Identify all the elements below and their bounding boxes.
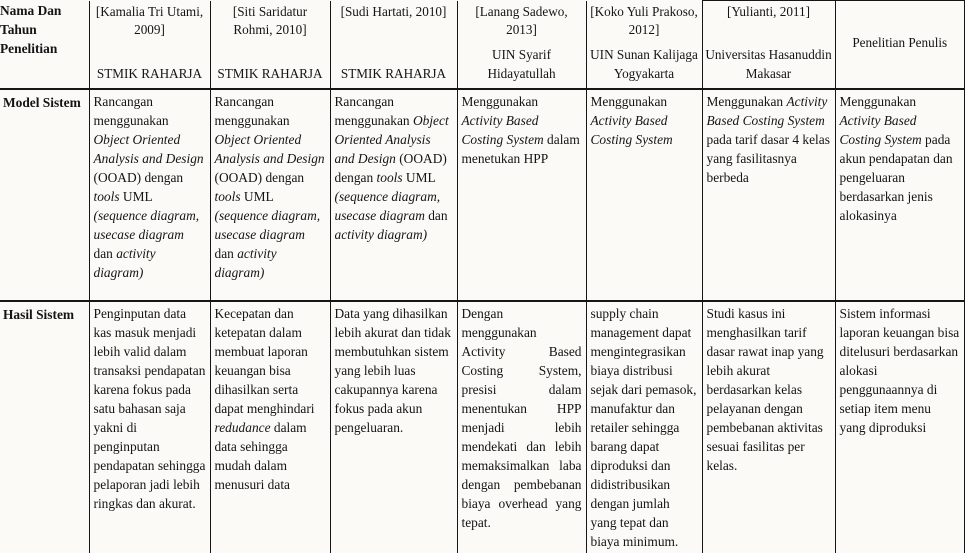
study-citation: [Sudi Hartati, 2010] [340, 3, 447, 19]
study-citation: [Kamalia Tri Utami, 2009] [95, 3, 204, 38]
hasil-cell-lanang: Dengan menggunakan Activity Based Costing System, presisi dalam menentukan HPP menjadi lebih mendekati dan lebih memaksimalkan laba dengan pembebanan biaya overhead yang tepat. [457, 301, 586, 553]
corner-header: Nama Dan Tahun Penelitian [0, 1, 89, 89]
study-citation: [Yulianti, 2011] [726, 4, 811, 19]
header-cell-sudi [330, 1, 457, 89]
header-cell-koko [586, 1, 702, 89]
hasil-cell-yulianti: Studi kasus ini menghasilkan tarif dasar rawat inap yang lebih akurat berdasarkan kelas pelayanan dengan pembebanan aktivitas sesuai fasilitas per kelas. [702, 301, 835, 553]
study-institution: UIN Syarif Hidayatullah [487, 47, 556, 81]
model-cell-lanang: Menggunakan Activity Based Costing System dalam menetukan HPP [457, 89, 586, 301]
model-cell-sudi: Rancangan menggunakan Object Oriented Analysis and Design (OOAD) dengan tools UML (sequence diagram, usecase diagram dan activity diagram) [330, 89, 457, 301]
model-cell-penulis: Menggunakan Activity Based Costing System pada akun pendapatan dan pengeluaran berdasarkan jenis alokasinya [835, 89, 965, 301]
study-institution: Universitas Hasanuddin Makasar [705, 47, 832, 81]
header-content [703, 1, 835, 88]
hasil-cell-siti: Kecepatan dan ketepatan dalam membuat laporan keuangan bisa dihasilkan serta dapat menghindari redudance dalam data sehingga mudah dalam menusuri data [210, 301, 330, 553]
model-cell-kamalia: Rancangan menggunakan Object Oriented Analysis and Design (OOAD) dengan tools UML (sequence diagram, usecase diagram dan activity diagram) [89, 89, 210, 301]
header-content [458, 1, 586, 88]
hasil-cell-kamalia: Penginputan data kas masuk menjadi lebih valid dalam transaksi pendapatan karena fokus pada satu bahasan saja yakni di penginputan pendapatan sehingga pelaporan jadi lebih ringkas dan akurat. [89, 301, 210, 553]
study-citation: [Koko Yuli Prakoso, 2012] [590, 3, 698, 38]
study-institution: STMIK RAHARJA [96, 65, 203, 81]
study-institution: UIN Sunan Kalijaga Yogyakarta [590, 47, 698, 81]
hasil-cell-sudi: Data yang dihasilkan lebih akurat dan tidak membutuhkan sistem yang lebih luas cakupannya karena fokus pada akun pengeluaran. [330, 301, 457, 553]
header-cell-kamalia [89, 1, 210, 89]
study-citation: [Lanang Sadewo, 2013] [475, 3, 568, 38]
header-cell-penulis [835, 1, 965, 89]
header-content [331, 1, 457, 88]
study-institution: STMIK RAHARJA [340, 65, 447, 81]
model-cell-yulianti: Menggunakan Activity Based Costing System pada tarif dasar 4 kelas yang fasilitasnya berbeda [702, 89, 835, 301]
model-cell-siti: Rancangan menggunakan Object Oriented Analysis and Design (OOAD) dengan tools UML (sequence diagram, usecase diagram dan activity diagram) [210, 89, 330, 301]
model-cell-koko: Menggunakan Activity Based Costing System [586, 89, 702, 301]
row-label-hasil-sistem: Hasil Sistem [0, 301, 89, 553]
row-label-model-sistem: Model Sistem [0, 89, 89, 301]
study-citation: [Siti Saridatur Rohmi, 2010] [232, 3, 308, 38]
hasil-cell-koko: supply chain management dapat mengintegrasikan biaya distribusi sejak dari pemasok, manufaktur dan retailer sehingga barang dapat diproduksi dan didistribusikan dengan jumlah yang tepat dan biaya minimum. [586, 301, 702, 553]
header-content [90, 1, 210, 88]
header-cell-siti [210, 1, 330, 89]
hasil-cell-penulis: Sistem informasi laporan keuangan bisa ditelusuri berdasarkan alokasi penggunaannya di setiap item menu yang diproduksi [835, 301, 965, 553]
hasil-sistem-row [0, 301, 965, 553]
header-content [587, 1, 702, 88]
header-cell-lanang [457, 1, 586, 89]
model-sistem-row [0, 89, 965, 301]
table-header-row [0, 1, 965, 89]
study-citation: Penelitian Penulis [852, 34, 948, 50]
header-content [836, 1, 965, 88]
study-institution: STMIK RAHARJA [217, 65, 323, 81]
header-content [211, 1, 330, 88]
header-cell-yulianti [702, 1, 835, 89]
